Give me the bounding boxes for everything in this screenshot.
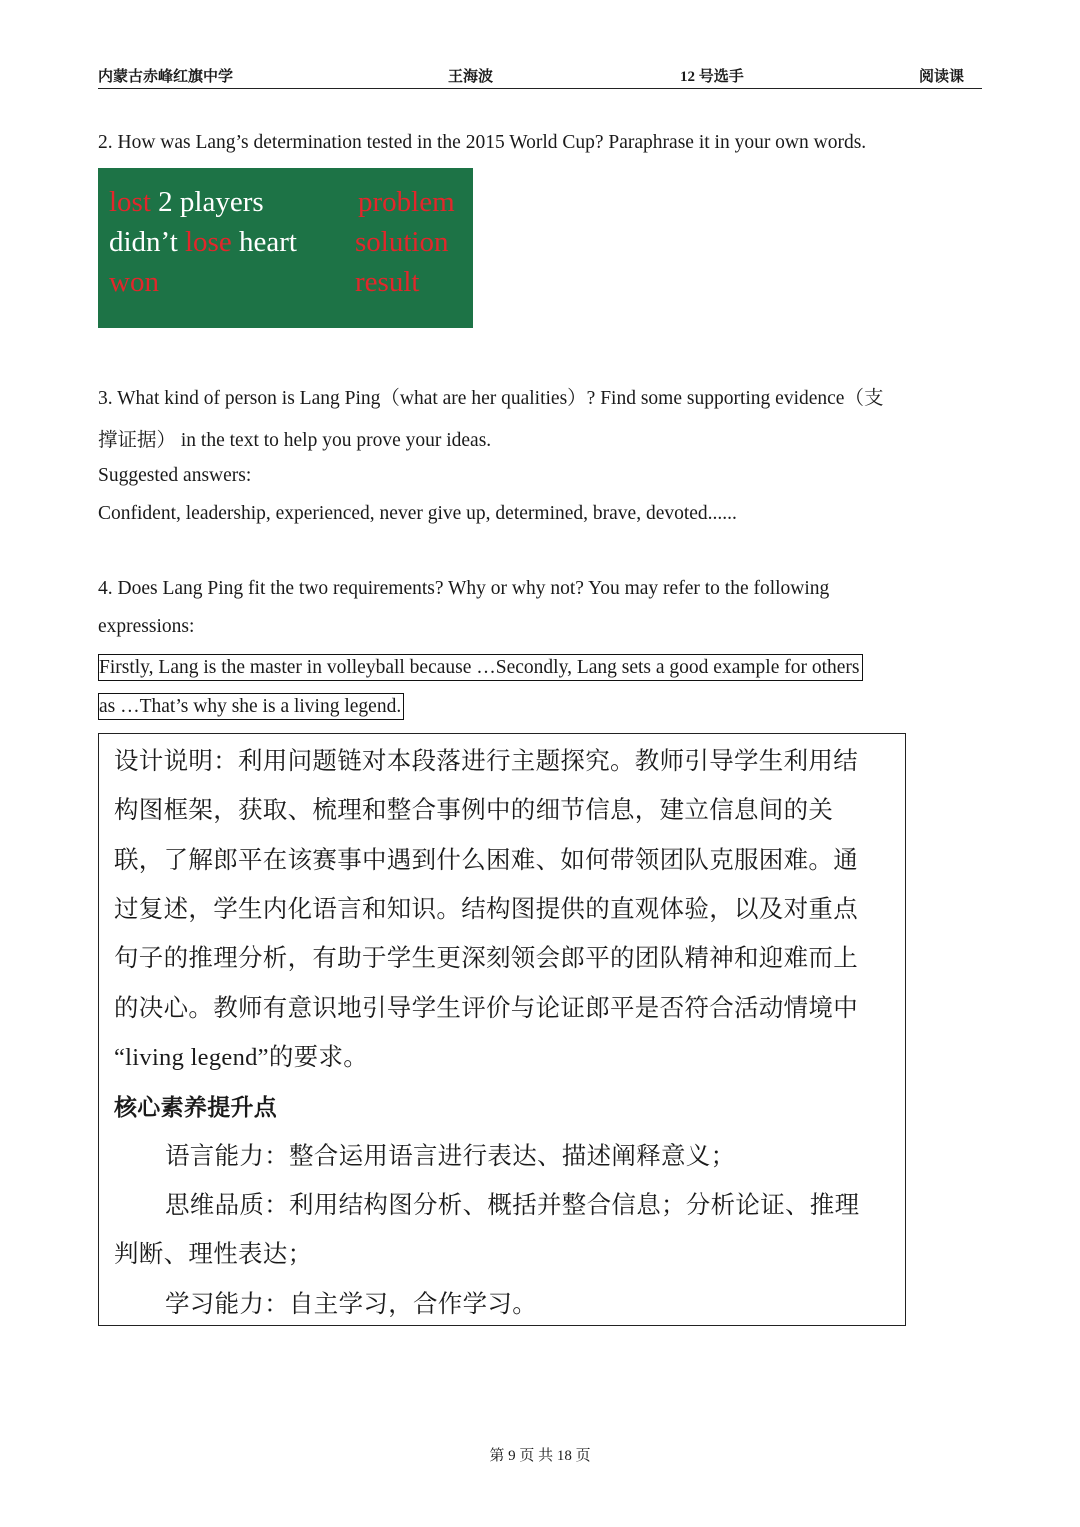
expression-box-line1: Firstly, Lang is the master in volleyball because …Secondly, Lang sets a good example for others [98,654,863,681]
page-number: 第 9 页 共 18 页 [489,1448,591,1464]
design-line: 联，了解郎平在该赛事中遇到什么困难、如何带领团队克服困难。通 [114,847,858,874]
diagram-label-result: result [355,266,420,298]
question-3-line2: 撑证据） in the text to help you prove your ideas. [98,430,492,451]
diagram-label-problem: problem [358,186,455,218]
design-line: 的决心。教师有意识地引导学生评价与论证郎平是否符合活动情境中 [114,995,858,1022]
diagram-row-problem [109,186,264,219]
question-4-line1: 4. Does Lang Ping fit the two requirements? Why or why not? You may refer to the following [98,578,830,599]
design-line: 构图框架，获取、梳理和整合事例中的细节信息，建立信息间的关 [114,797,834,824]
page-header [98,62,982,89]
diagram-text-didnt: didn’t [109,226,185,258]
design-line: 设计说明：利用问题链对本段落进行主题探究。教师引导学生利用结 [114,748,858,775]
design-line: 过复述，学生内化语言和知识。结构图提供的直观体验，以及对重点 [114,896,858,923]
diagram-text-players: 2 players [150,186,264,218]
structure-diagram [98,168,473,328]
learning-ability: 学习能力：自主学习，合作学习。 [165,1291,537,1318]
language-ability: 语言能力：整合运用语言进行表达、描述阐释意义； [165,1143,736,1170]
suggested-answers-label: Suggested answers: [98,465,252,486]
design-explanation-box [98,733,906,1326]
diagram-keyword-lost: lost [109,186,151,218]
diagram-keyword-won: won [109,266,159,298]
question-2: 2. How was Lang’s determination tested in the 2015 World Cup? Paraphrase it in your own words. [98,132,867,153]
thinking-quality-line2: 判断、理性表达； [114,1241,313,1268]
core-literacy-heading: 核心素养提升点 [114,1095,278,1121]
diagram-text-heart: heart [231,226,297,258]
suggested-answers: Confident, leadership, experienced, never give up, determined, brave, devoted...... [98,503,737,524]
header-school: 内蒙古赤峰红旗中学 [98,69,234,85]
question-3-line1: 3. What kind of person is Lang Ping（what are her qualities）? Find some supporting evidence（支 [98,388,884,409]
thinking-quality-line1: 思维品质：利用结构图分析、概括并整合信息；分析论证、推理 [165,1192,860,1219]
design-line: 句子的推理分析，有助于学生更深刻领会郎平的团队精神和迎难而上 [114,945,858,972]
header-lesson-type: 阅读课 [919,69,965,85]
header-teacher: 王海波 [448,69,494,85]
design-line: “living legend”的要求。 [114,1044,369,1071]
diagram-row-solution [109,226,297,259]
expression-box-line2: as …That’s why she is a living legend. [98,693,404,720]
question-4-line2: expressions: [98,616,195,637]
diagram-label-solution: solution [355,226,449,258]
diagram-keyword-lose: lose [185,226,232,258]
header-contestant: 12 号选手 [680,69,744,85]
